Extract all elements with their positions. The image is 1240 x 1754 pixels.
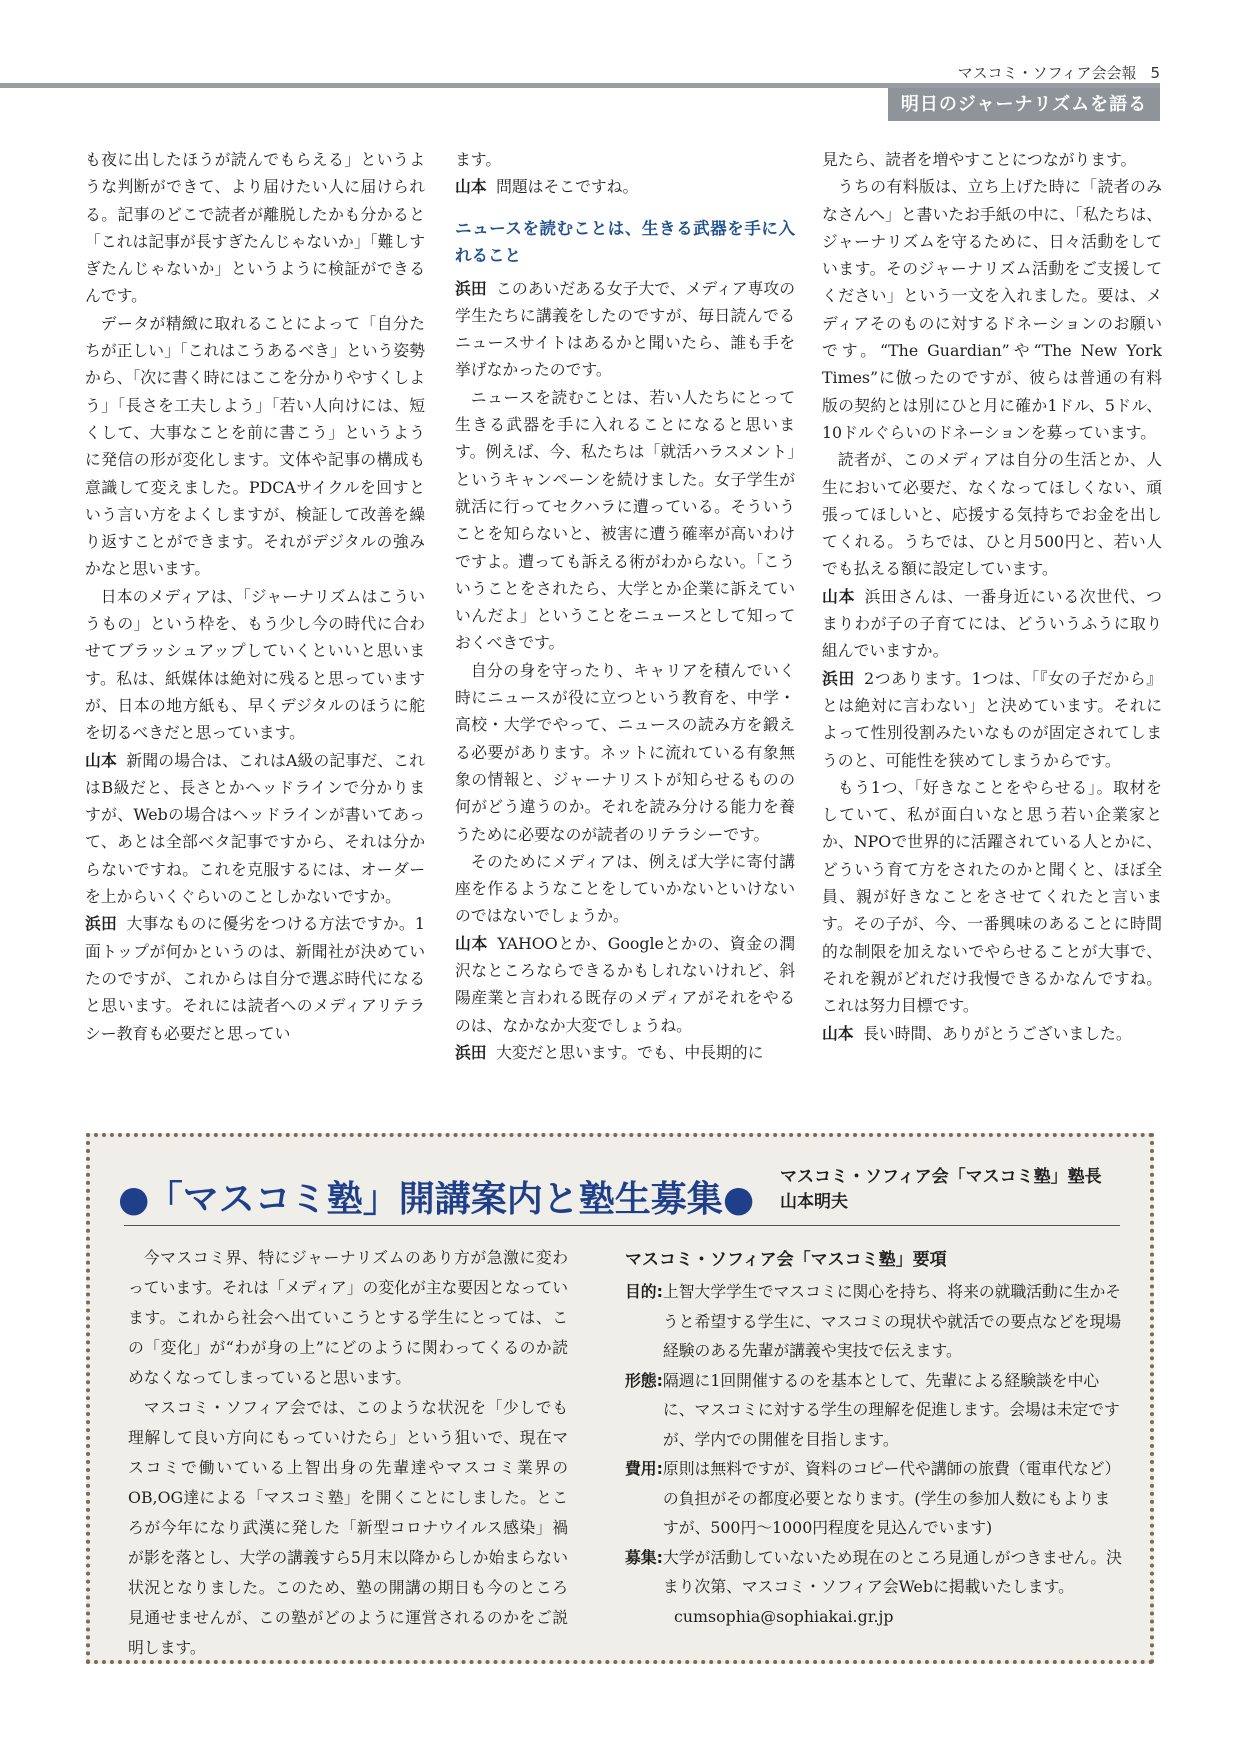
article-paragraph: [455, 848, 795, 930]
bullet-circle-icon: ●: [118, 1178, 150, 1220]
author-name: 山本明夫: [780, 1192, 848, 1212]
paragraph-text: 問題はそこですね。: [496, 177, 639, 197]
column-2-body: [455, 275, 795, 1067]
requirements-title: マスコミ・ソフィア会「マスコミ塾」要項: [625, 1250, 947, 1270]
article-paragraph: [822, 146, 1162, 173]
notice-title: [118, 1177, 755, 1221]
notice-divider: [124, 1225, 1120, 1226]
section-heading: ニュースを読むことは、生きる武器を手に入れること: [455, 218, 795, 265]
paragraph-text: も夜に出したほうが読んでもらえる」というような判断ができて、より届けたい人に届けられる。記事のどこで読者が離脱したかも分かると「これは記事が長すぎたんじゃないか」「難しすぎたんじゃないか」というように検証ができるんです。: [85, 150, 425, 306]
contact-email[interactable]: cumsophia@sophiakai.gr.jp: [673, 1606, 894, 1626]
section-banner: 明日のジャーナリズムを語る: [888, 88, 1160, 121]
notice-author: [780, 1165, 1102, 1215]
paragraph-text: そのためにメディアは、例えば大学に寄付講座を作るようなことをしていかないといけないのではないでしょうか。: [455, 851, 795, 926]
paragraph-text: このあいだある女子大で、メディア専攻の学生たちに講義をしたのですが、毎日読んでるニュースサイトはあるかと聞いたら、誰も手を挙げなかったのです。: [455, 278, 795, 380]
paragraph-text: 長い時間、ありがとうございました。: [863, 1023, 1132, 1043]
bullet-circle-icon: ●: [722, 1178, 755, 1220]
requirement-label: 形態:: [625, 1370, 663, 1390]
paragraph-text: 大変だと思います。でも、中長期的に: [496, 1042, 764, 1062]
article-paragraph: [822, 446, 1162, 582]
notice-paragraph: 今マスコミ界、特にジャーナリズムのあり方が急激に変わっています。それは「メディア」の変化が主な要因となっています。これから社会へ出ていこうとする学生にとっては、この「変化」が“わが身の上”にどのように関わってくるのか読めなくなってしまっていると思います。: [128, 1248, 568, 1387]
requirement-text: 原則は無料ですが、資料のコピー代や講師の旅費（電車代など）の負担がその都度必要となります。(学生の参加人数にもよりますが、500円～1000円程度を見込んでいます): [662, 1459, 1121, 1537]
article-paragraph: [455, 173, 795, 200]
article-column-3: [822, 146, 1162, 1047]
article-paragraph: [85, 146, 425, 310]
paragraph-text: 新聞の場合は、これはA級の記事だ、これはB級だと、長さとかヘッドラインで分かりますが、Webの場合はヘッドラインが書いてあって、あとは全部ベタ記事ですから、それは分からないですね。これを克服するには、オーダーを上からいくぐらいのことしかないですか。: [85, 750, 425, 907]
paragraph-text: もう1つ、「好きなことをやらせる」。取材をしていて、私が面白いなと思う若い企業家とか、NPOで世界的に活躍されている人とかに、どういう育て方をされたのかと聞くと、ほぼ全員、親が好きなことをさせてくれたと言います。その子が、今、一番興味のあることに時間的な制限を加えないでやらせることが大事で、それを親がどれだけ我慢できるかなんですね。これは努力目標です。: [822, 777, 1162, 1016]
requirement-text: 大学が活動していないため現在のところ見通しがつきません。決まり次第、マスコミ・ソフィア会Webに掲載いたします。: [662, 1547, 1122, 1596]
speaker-name: 山本: [455, 933, 488, 953]
article-paragraph: [85, 583, 425, 747]
article-paragraph: [455, 384, 795, 657]
speaker-name: 浜田: [455, 278, 487, 298]
article-paragraph: [455, 1039, 795, 1066]
speaker-name: 山本: [85, 750, 117, 770]
requirement-text: 隔週に1回開催するのを基本として、先輩による経験談を中心に、マスコミに対する学生の理解を促進します。会場は未定ですが、学内での開催を目指します。: [662, 1370, 1120, 1449]
page-number: 5: [1150, 64, 1160, 82]
requirement-label: 費用:: [625, 1459, 663, 1478]
article-paragraph: [455, 146, 795, 173]
article-column-2: [455, 146, 795, 1066]
speaker-name: 山本: [455, 177, 487, 197]
paragraph-text: 2つあります。1つは、「『女の子だから』とは絶対に言わない」と決めています。それによって性別役割みたいなものが固定されてしまうのと、可能性を狭めてしまうからです。: [822, 668, 1162, 770]
requirement-item: [625, 1543, 1125, 1602]
publication-header: [915, 62, 1160, 83]
speaker-name: 浜田: [822, 668, 855, 688]
requirement-label: 募集:: [625, 1547, 663, 1567]
notice-title-text: 「マスコミ塾」開講案内と塾生募集: [146, 1178, 723, 1220]
paragraph-text: 大事なものに優劣をつける方法ですか。1面トップが何かというのは、新聞社が決めていたのですが、これからは自分で選ぶ時代になると思います。それには読者へのメディアリテラシー教育も必要だと思ってい: [85, 914, 425, 1043]
requirement-item: [625, 1454, 1125, 1543]
paragraph-text: データが精緻に取れることによって「自分たちが正しい」「これはこうあるべき」という姿勢から、「次に書く時にはここを分かりやすくしよう」「長さを工夫しよう」「若い人向けには、短くして、大事なことを前に書こう」というように発信の形が変化します。文体や記事の構成も意識して変えました。PDCAサイクルを回すという言い方をよくしますが、検証して改善を繰り返すことができます。それがデジタルの強みかなと思います。: [85, 313, 425, 579]
article-paragraph: [85, 747, 425, 911]
requirements: [625, 1245, 1125, 1631]
speaker-name: 浜田: [455, 1042, 487, 1062]
article-paragraph: [822, 173, 1162, 446]
notice-paragraph: マスコミ・ソフィア会では、このような状況を「少しでも理解して良い方向にもっていけたら」という狙いで、現在マスコミで働いている上智出身の先輩達やマスコミ業界のOB,OG達による「マスコミ塾」を開くことにしました。ところが今年になり武漢に発した「新型コロナウイルス感染」禍が影を落とし、大学の講義すら5月末以降からしか始まらない状況となりました。このため、塾の開講の期日も今のところ見通せませんが、この塾がどのように運営されるのかをご説明します。: [128, 1398, 568, 1657]
paragraph-text: YAHOOとか、Googleとかの、資金の潤沢なところならできるかもしれないけれど、斜陽産業と言われる既存のメディアがそれをやるのは、なかなか大変でしょうね。: [455, 933, 795, 1035]
paragraph-text: 読者が、このメディアは自分の生活とか、人生において必要だ、なくなってほしくない、頑張ってほしいと、応援する気持ちでお金を出してくれる。うちでは、ひと月500円と、若い人でも払える額に設定しています。: [822, 450, 1162, 579]
paragraph-text: 浜田さんは、一番身近にいる次世代、つまりわが子の子育てには、どういうふうに取り組んでいますか。: [822, 586, 1162, 661]
paragraph-text: ます。: [455, 150, 502, 169]
paragraph-text: ニュースを読むことは、若い人たちにとって生きる武器を手に入れることになると思います。例えば、今、私たちは「就活ハラスメント」というキャンペーンを続けました。女子学生が就活に行ってセクハラに遭っている。そういうことを知らないと、被害に遭う確率が高いわけですよ。遭っても訴える術がわからない。「こういうことをされたら、大学とか企業に訴えていいんだよ」ということをニュースとして知っておくべきです。: [455, 387, 795, 653]
article-paragraph: [455, 930, 795, 1039]
author-title: マスコミ・ソフィア会「マスコミ塾」塾長: [780, 1167, 1102, 1187]
speaker-name: 山本: [822, 1023, 854, 1043]
speaker-name: 浜田: [85, 914, 118, 934]
paragraph-text: 見たら、読者を増やすことにつながります。: [822, 150, 1137, 169]
article-paragraph: [822, 583, 1162, 665]
article-paragraph: [85, 910, 425, 1046]
article-column-1: [85, 146, 425, 1047]
article-paragraph: [455, 275, 795, 384]
paragraph-text: 自分の身を守ったり、キャリアを積んでいく時にニュースが役に立つという教育を、中学・高校・大学でやって、ニュースの読み方を鍛える必要があります。ネットに流れている有象無象の情報と、ジャーナリストが知らせるものの何がどう違うのか。それを読み分ける能力を養うために必要なのが読者のリテラシーです。: [455, 660, 795, 844]
column-2-opening: [455, 146, 795, 201]
speaker-name: 山本: [822, 586, 856, 606]
paragraph-text: うちの有料版は、立ち上げた時に「読者のみなさんへ」と書いたお手紙の中に、「私たちは、ジャーナリズムを守るために、日々活動をしています。そのジャーナリズム活動をご支援してください」という一文を入れました。要は、メディアそのものに対するドネーションのお願いです。“The Guardian”や“The New York Times”に倣ったのですが、彼らは普通の有料版の契約とは別にひと月に確か1ドル、5ドル、10ドルぐらいのドネーションを募っています。: [822, 177, 1162, 442]
requirement-item: [625, 1277, 1125, 1366]
article-paragraph: [455, 657, 795, 848]
paragraph-text: 日本のメディアは、「ジャーナリズムはこういうもの」という枠を、もう少し今の時代に合わせてブラッシュアップしていくといいと思います。私は、紙媒体は絶対に残ると思っていますが、日本の地方紙も、早くデジタルのほうに舵を切るべきだと思っています。: [85, 586, 425, 743]
article-paragraph: [822, 1020, 1162, 1047]
article-paragraph: [85, 310, 425, 583]
requirement-label: 目的:: [625, 1282, 663, 1301]
notice-body: [128, 1243, 568, 1663]
publication-name: マスコミ・ソフィア会会報: [957, 64, 1137, 82]
notice-box: [86, 1133, 1154, 1664]
article-paragraph: [822, 774, 1162, 1020]
article-paragraph: [822, 665, 1162, 774]
requirement-item: [625, 1366, 1125, 1455]
requirement-text: 上智大学学生でマスコミに関心を持ち、将来の就職活動に生かそうと希望する学生に、マスコミの現状や就活での要点などを現場経験のある先輩が講義や実技で伝えます。: [662, 1282, 1122, 1360]
